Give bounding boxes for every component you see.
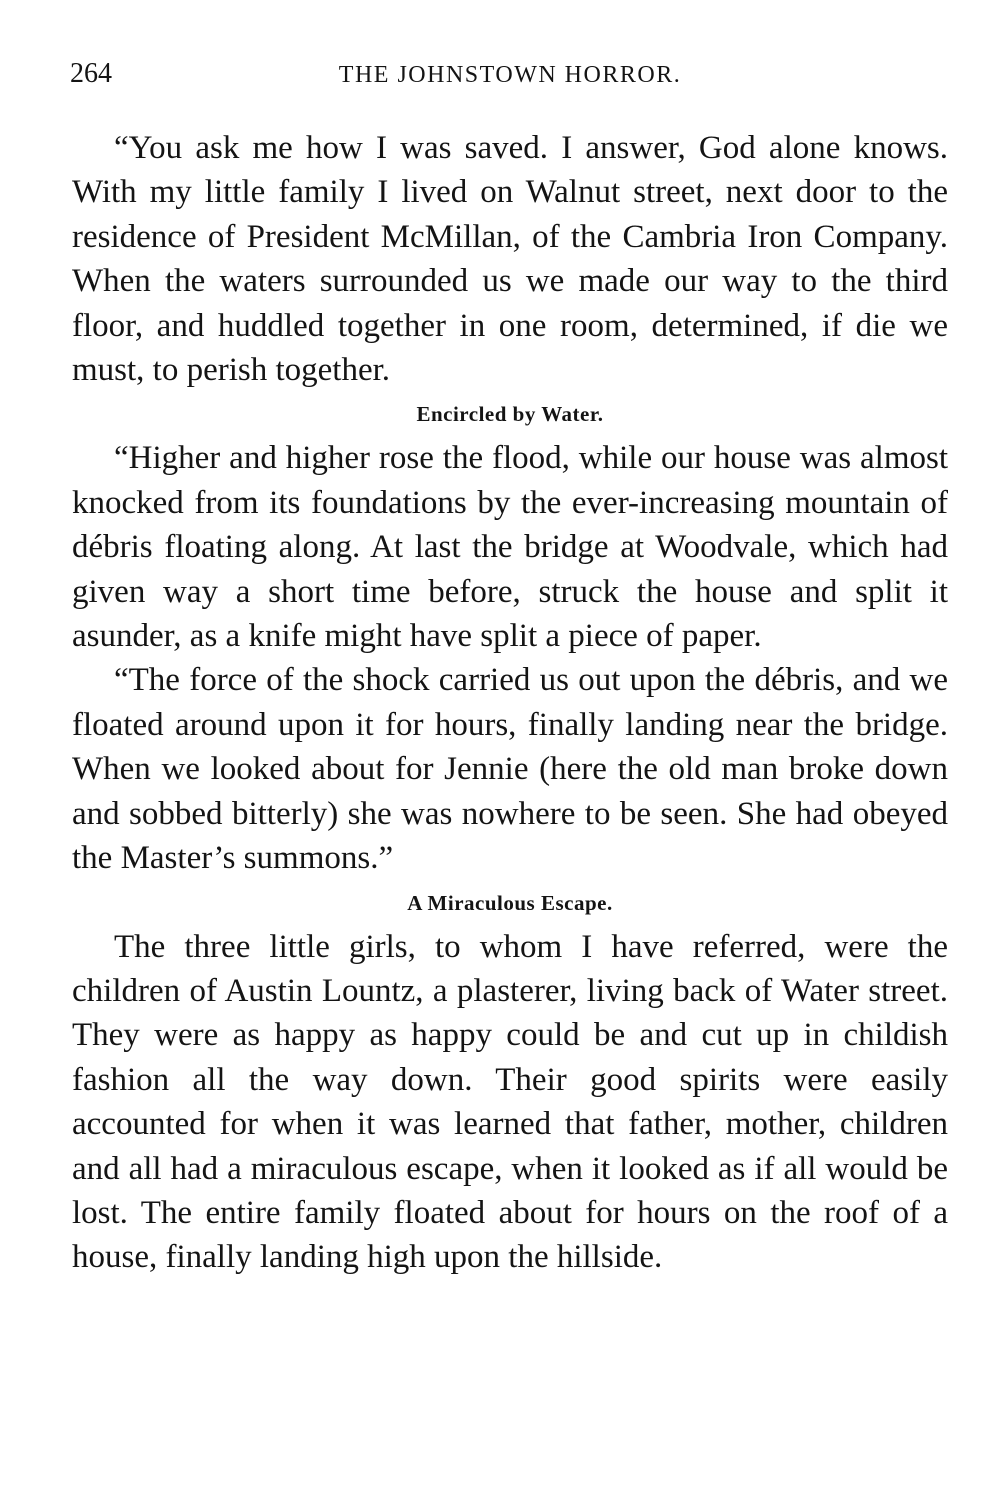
section-subheading: A Miraculous Escape. bbox=[407, 890, 613, 915]
paragraph: “You ask me how I was saved. I answer, God alone knows. With my little family I lived on Walnut street, next door to the residence of President McMillan, of the Cambria Iron Company. When the waters surrounded us we made our way to the third floor, and huddled together in one room, determined, if die we must, to perish together. bbox=[72, 130, 948, 389]
page-header bbox=[70, 58, 950, 98]
running-title: THE JOHNSTOWN HORROR. bbox=[338, 62, 682, 88]
paragraph: “Higher and higher rose the flood, while our house was almost knocked from its foundations by the ever-increasing mountain of débris floating along. At last the bridge at Woodvale, which had given way a short time before, struck the house and split it asunder, as a knife might have split a piece of paper. bbox=[72, 440, 948, 655]
paragraph: “The force of the shock carried us out upon the débris, and we floated around upon it for hours, finally landing near the bridge. When we looked about for Jennie (here the old man broke down and sobbed bitterly) she was nowhere to be seen. She had obeyed the Master’s summons.” bbox=[72, 662, 948, 877]
page-number: 264 bbox=[70, 58, 112, 89]
paragraph: The three little girls, to whom I have referred, were the children of Austin Lountz, a plasterer, living back of Water street. They were as happy as happy could be and cut up in childish fashion all the way down. Their good spirits were easily accounted for when it was learned that father, mother, children and all had a miraculous escape, when it looked as if all would be lost. The entire family floated about for hours on the roof of a house, finally landing high upon the hillside. bbox=[72, 928, 948, 1276]
section-subheading: Encircled by Water. bbox=[416, 402, 604, 427]
body-text bbox=[72, 126, 948, 1280]
